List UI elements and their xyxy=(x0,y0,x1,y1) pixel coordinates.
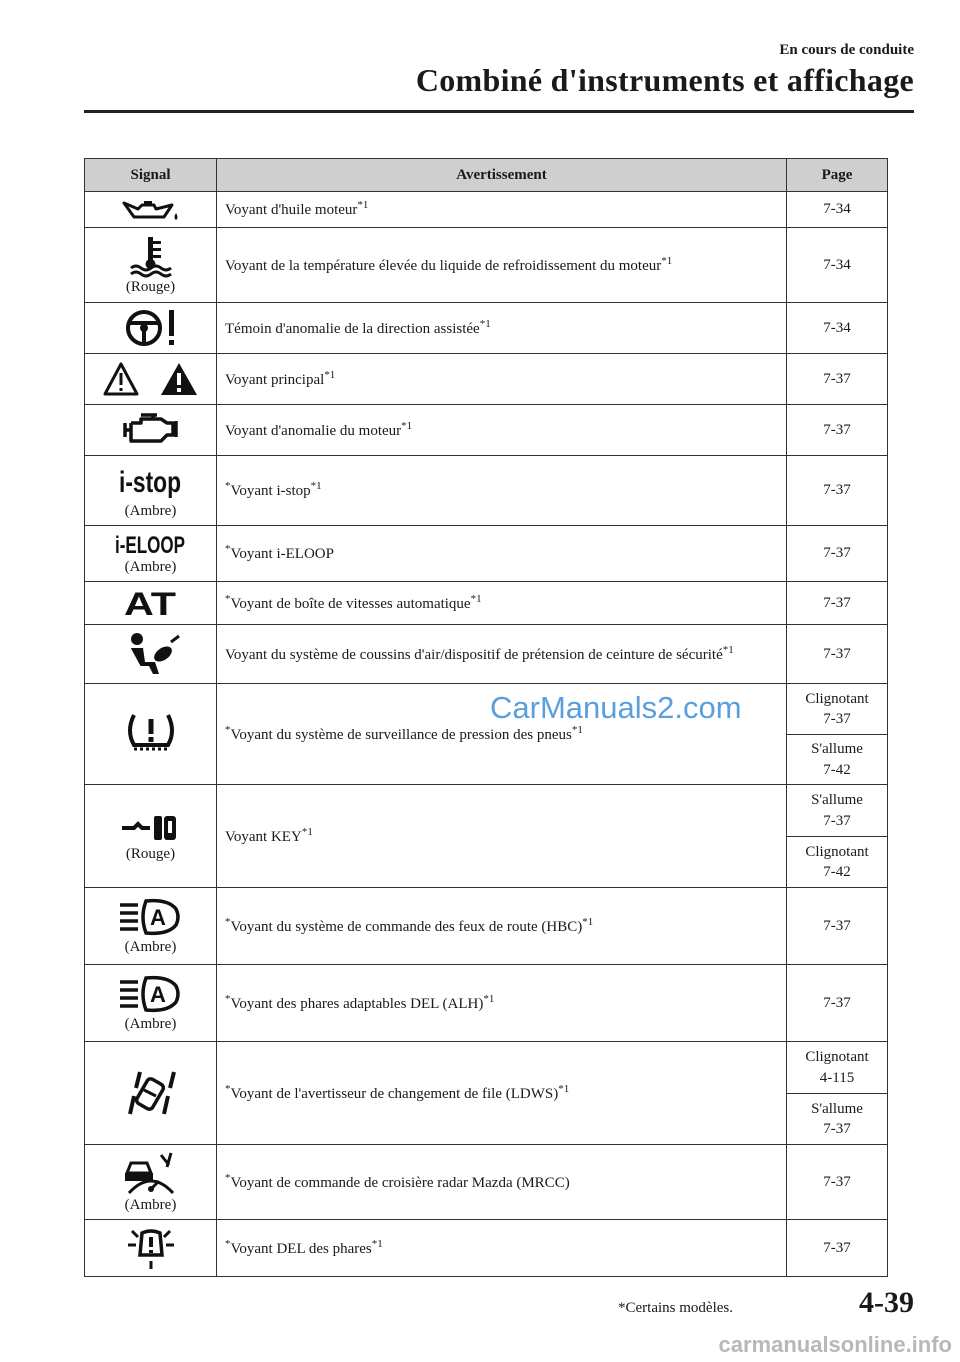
warning-text: Voyant principal xyxy=(225,371,325,388)
signal-cell xyxy=(85,303,217,354)
warning-text: Voyant d'anomalie du moteur xyxy=(225,422,402,439)
signal-color-caption: (Ambre) xyxy=(124,559,177,575)
footnote-ref: *1 xyxy=(582,915,594,928)
steering-warning-icon xyxy=(93,308,208,348)
warning-text: Voyant des phares adaptables DEL (ALH) xyxy=(230,995,484,1012)
footnote-ref-number: 1 xyxy=(488,992,495,1005)
warning-cell xyxy=(217,354,787,405)
table-row xyxy=(85,303,888,354)
watermark: CarManuals2.com xyxy=(490,690,742,725)
signal-color-caption: (Ambre) xyxy=(124,1015,177,1032)
footnote-ref-number: 1 xyxy=(316,480,322,493)
led-headlight-icon xyxy=(93,1225,208,1271)
oil-can-icon xyxy=(93,197,208,223)
svg-text:A: A xyxy=(149,981,166,1007)
page-number: 4-39 xyxy=(859,1286,914,1319)
alh-icon xyxy=(93,974,208,1014)
model-asterisk: * xyxy=(225,480,231,493)
warning-cell xyxy=(217,965,787,1042)
signal-color-caption: (Rouge) xyxy=(125,845,176,862)
table-row xyxy=(85,684,888,735)
warning-text: Voyant de boîte de vitesses automatique xyxy=(230,595,471,612)
table-row xyxy=(85,582,888,625)
master-warning-icon xyxy=(93,361,208,397)
header-rule xyxy=(84,110,914,113)
footnote-ref: *1 xyxy=(357,199,369,212)
signal-cell xyxy=(85,456,217,526)
signal-cell xyxy=(85,582,217,625)
warning-cell xyxy=(217,785,787,888)
table-row xyxy=(85,228,888,303)
warning-text: Voyant d'huile moteur xyxy=(225,202,358,219)
page-ref-cell: 7-37 xyxy=(787,625,888,684)
signal-cell xyxy=(85,888,217,965)
page-ref-cell: S'allume 7-37 xyxy=(787,1094,888,1145)
warning-cell xyxy=(217,303,787,354)
signal-color-caption: (Rouge) xyxy=(125,278,176,295)
table-row xyxy=(85,526,888,582)
page-ref-cell: 7-37 xyxy=(787,354,888,405)
signal-table xyxy=(84,158,888,1277)
svg-text:A: A xyxy=(149,904,166,930)
i-stop-icon xyxy=(93,461,208,501)
table-row xyxy=(85,192,888,228)
signal-color-caption: (Ambre) xyxy=(124,1196,177,1213)
footnote-ref-number: 1 xyxy=(666,254,673,267)
footnote-ref-number: 1 xyxy=(377,1237,383,1250)
warning-cell xyxy=(217,1145,787,1220)
footnote-ref-number: 1 xyxy=(406,419,413,432)
footnote-ref-number: 1 xyxy=(476,592,482,605)
signal-cell xyxy=(85,684,217,785)
signal-cell xyxy=(85,1220,217,1277)
warning-text: Voyant du système de coussins d'air/dispositif de prétension de ceinture de sécurité xyxy=(225,646,723,663)
warning-text: Voyant du système de commande des feux de route (HBC) xyxy=(230,918,583,935)
model-asterisk: * xyxy=(225,992,231,1005)
key-icon xyxy=(93,810,208,844)
signal-cell xyxy=(85,526,217,582)
page-ref-cell: 7-34 xyxy=(787,228,888,303)
footnote-ref: *1 xyxy=(310,480,322,493)
model-asterisk: * xyxy=(225,1171,231,1184)
footnote-ref-number: 1 xyxy=(329,368,336,381)
table-row xyxy=(85,405,888,456)
coolant-temp-icon xyxy=(93,235,208,277)
signal-cell xyxy=(85,965,217,1042)
signal-cell xyxy=(85,625,217,684)
warning-cell xyxy=(217,1042,787,1145)
warning-cell xyxy=(217,888,787,965)
table-row xyxy=(85,354,888,405)
page-ref-cell: 7-37 xyxy=(787,582,888,625)
footnote-ref: *1 xyxy=(301,825,313,838)
page-ref-cell: 7-37 xyxy=(787,888,888,965)
footnote-ref: *1 xyxy=(479,317,491,330)
warning-text: Voyant i-stop xyxy=(230,483,311,500)
table-row xyxy=(85,456,888,526)
page-ref-cell: Clignotant 7-42 xyxy=(787,837,888,888)
i-eloop-icon xyxy=(93,531,208,557)
col-warning-header: Avertissement xyxy=(217,159,787,192)
col-page-header: Page xyxy=(787,159,888,192)
model-asterisk: * xyxy=(225,915,231,928)
signal-cell xyxy=(85,354,217,405)
footnote-ref: *1 xyxy=(470,592,482,605)
table-row xyxy=(85,1042,888,1094)
section-label: En cours de conduite xyxy=(779,42,914,58)
warning-cell xyxy=(217,625,787,684)
signal-cell xyxy=(85,228,217,303)
page-ref-cell: 7-37 xyxy=(787,965,888,1042)
footnote: *Certains modèles. xyxy=(618,1300,733,1316)
footnote-ref-number: 1 xyxy=(587,915,594,928)
warning-cell xyxy=(217,192,787,228)
footnote-ref: *1 xyxy=(571,723,583,736)
ldws-icon xyxy=(93,1068,208,1118)
signal-cell xyxy=(85,192,217,228)
model-asterisk: * xyxy=(225,543,231,556)
page-ref-cell: 7-37 xyxy=(787,1220,888,1277)
svg-text:AT: AT xyxy=(123,586,177,622)
footnote-ref-number: 1 xyxy=(728,643,734,656)
signal-color-caption: (Ambre) xyxy=(124,938,177,955)
model-asterisk: * xyxy=(225,592,231,605)
warning-cell xyxy=(217,228,787,303)
page-ref-cell: 7-37 xyxy=(787,526,888,582)
page-ref-cell: 7-37 xyxy=(787,405,888,456)
model-asterisk: * xyxy=(225,1082,231,1095)
signal-cell xyxy=(85,785,217,888)
footnote-ref: *1 xyxy=(722,643,734,656)
warning-cell xyxy=(217,582,787,625)
page-ref-cell: S'allume 7-37 xyxy=(787,785,888,837)
signal-cell xyxy=(85,1145,217,1220)
table-row xyxy=(85,888,888,965)
warning-cell xyxy=(217,405,787,456)
warning-text: Voyant KEY xyxy=(225,828,302,845)
footnote-ref: *1 xyxy=(483,992,495,1005)
page-title: Combiné d'instruments et affichage xyxy=(415,62,914,98)
footnote-ref-number: 1 xyxy=(485,317,491,330)
warning-cell xyxy=(217,1220,787,1277)
model-asterisk: * xyxy=(225,723,231,736)
warning-text: Voyant i-ELOOP xyxy=(230,546,334,563)
footnote-ref: *1 xyxy=(371,1237,383,1250)
footnote-ref-number: 1 xyxy=(563,1082,570,1095)
site-watermark: carmanualsonline.info xyxy=(718,1332,952,1357)
footnote-ref-number: 1 xyxy=(577,723,583,736)
airbag-icon xyxy=(93,632,208,676)
page-ref-cell: S'allume 7-42 xyxy=(787,735,888,785)
at-icon xyxy=(93,586,208,622)
page-ref-cell: 7-37 xyxy=(787,1145,888,1220)
footnote-ref-number: 1 xyxy=(362,199,369,212)
signal-cell xyxy=(85,405,217,456)
warning-cell xyxy=(217,456,787,526)
page-ref-cell: 7-34 xyxy=(787,192,888,228)
signal-color-caption: (Ambre) xyxy=(124,503,177,519)
table-row xyxy=(85,965,888,1042)
warning-text: Voyant du système de surveillance de pression des pneus xyxy=(230,726,572,743)
footnote-ref: *1 xyxy=(661,254,673,267)
footnote-ref: *1 xyxy=(324,368,336,381)
footnote-ref: *1 xyxy=(558,1082,570,1095)
page-ref-cell: 7-37 xyxy=(787,456,888,526)
footnote-ref-number: 1 xyxy=(307,825,313,838)
tpms-icon xyxy=(93,711,208,757)
hbc-icon xyxy=(93,897,208,937)
table-row xyxy=(85,1145,888,1220)
signal-cell xyxy=(85,1042,217,1145)
page-ref-cell: 7-34 xyxy=(787,303,888,354)
col-signal-header: Signal xyxy=(85,159,217,192)
page-ref-cell: Clignotant 4-115 xyxy=(787,1042,888,1094)
page-ref-cell: Clignotant 7-37 xyxy=(787,684,888,735)
warning-text: Voyant de l'avertisseur de changement de file (LDWS) xyxy=(230,1085,559,1102)
warning-cell xyxy=(217,526,787,582)
table-row xyxy=(85,625,888,684)
model-asterisk: * xyxy=(225,1237,231,1250)
warning-text: Témoin d'anomalie de la direction assistée xyxy=(225,320,480,337)
warning-text: Voyant de la température élevée du liquide de refroidissement du moteur xyxy=(225,257,662,274)
warning-text: Voyant DEL des phares xyxy=(230,1240,372,1257)
mrcc-icon xyxy=(93,1151,208,1195)
svg-text:i-stop: i-stop xyxy=(118,466,181,499)
table-row xyxy=(85,785,888,837)
footnote-ref: *1 xyxy=(401,419,413,432)
svg-text:i-ELOOP: i-ELOOP xyxy=(114,532,185,559)
warning-text: Voyant de commande de croisière radar Mazda (MRCC) xyxy=(230,1174,570,1191)
table-row xyxy=(85,1220,888,1277)
check-engine-icon xyxy=(93,413,208,447)
